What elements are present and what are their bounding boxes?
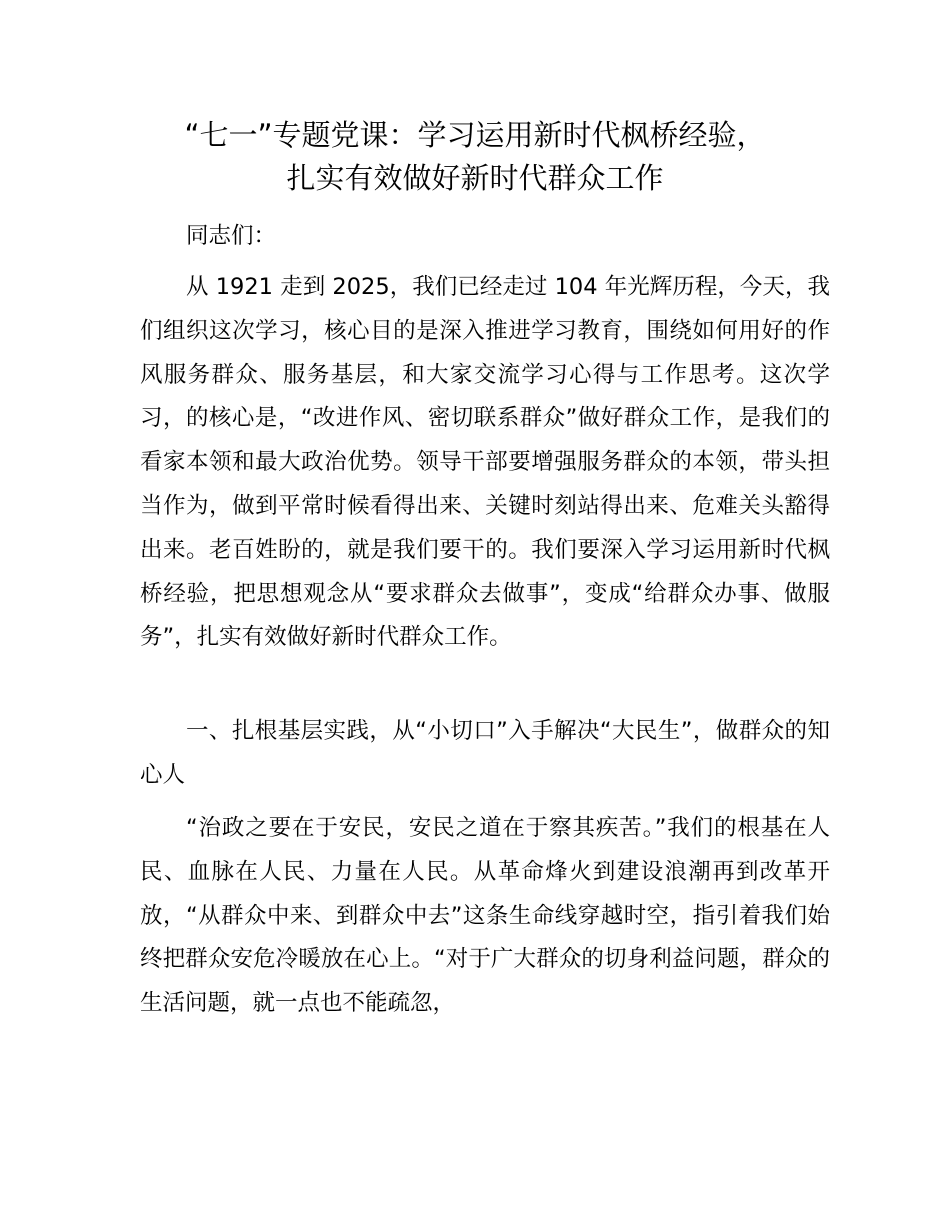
paragraph-intro: 从 1921 走到 2025，我们已经走过 104 年光辉历程，今天，我们组织这次学习，核心目的是深入推进学习教育，围绕如何用好的作风服务群众、服务基层，和大家交流学习心得与工作思考。这次学习，的核心是，“改进作风、密切联系群众”做好群众工作，是我们的看家本领和最大政治优势。领导干部要增强服务群众的本领，带头担当作为，做到平常时候看得出来、关键时刻站得出来、危难关头豁得出来。老百姓盼的，就是我们要干的。我们要深入学习运用新时代枫桥经验，把思想观念从“要求群众去做事”，变成“给群众办事、做服务”，扎实有效做好新时代群众工作。: [140, 274, 830, 651]
section-heading-1: 一、扎根基层实践，从“小切口”入手解决“大民生”，做群众的知心人: [140, 718, 830, 788]
title-line-2: 扎实有效做好新时代群众工作: [286, 161, 664, 195]
salutation: 同志们：: [186, 223, 277, 249]
title-line-1: “七一”专题党课：学习运用新时代枫桥经验，: [184, 118, 766, 152]
paragraph-section-1: “治政之要在于安民，安民之道在于察其疾苦。”我们的根基在人民、血脉在人民、力量在人民。从革命烽火到建设浪潮再到改革开放，“从群众中来、到群众中去”这条生命线穿越时空，指引着我们始终把群众安危冷暖放在心上。“对于广大群众的切身利益问题，群众的生活问题，就一点也不能疏忽，: [140, 815, 830, 1017]
